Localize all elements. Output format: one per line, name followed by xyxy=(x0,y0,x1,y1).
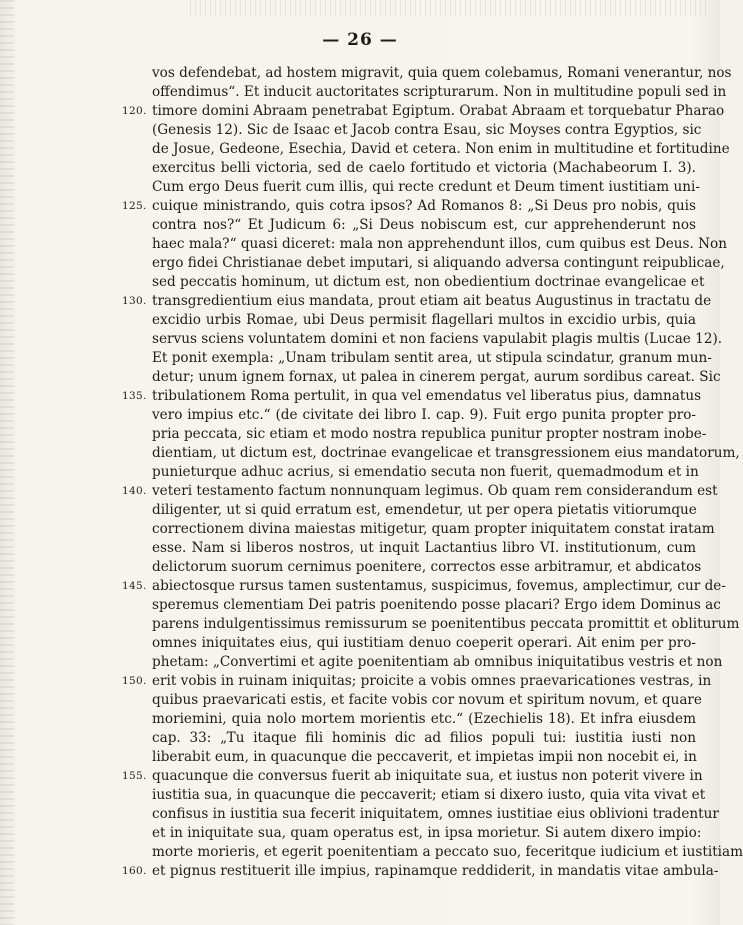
text-line xyxy=(152,805,719,824)
line-text: Et ponit exempla: „Unam tribulam sentit area, ut stipula scindatur, granum mun- xyxy=(152,350,712,366)
line-text: esse. Nam si liberos nostros, ut inquit Lactantius libro VI. institutionum, cum xyxy=(152,540,696,556)
line-text: moriemini, quia nolo mortem morientis etc.“ (Ezechielis 18). Et infra eiusdem xyxy=(152,711,696,727)
text-line xyxy=(152,463,699,482)
text-line xyxy=(152,330,723,349)
line-text: de Josue, Gedeone, Esechia, David et cetera. Non enim in multitudine et fortitudine xyxy=(152,141,730,157)
text-line xyxy=(152,159,696,178)
text-line xyxy=(152,235,727,254)
text-line xyxy=(152,653,723,672)
text-line xyxy=(152,444,740,463)
line-number: 140. xyxy=(122,485,147,497)
line-text: liberabit eum, in quacunque die peccaverit, et impietas impii non nocebit ei, in xyxy=(152,749,697,765)
line-text: morte morieris, et egerit poenitentiam a peccato suo, feceritque iudicium et iustitiam xyxy=(152,844,743,860)
line-text: ergo fidei Christianae debet imputari, si aliquando adversa contingunt reipublicae, xyxy=(152,255,725,271)
line-text: parens indulgentissimus remissurum se poenitentibus peccata promittit et obliturum xyxy=(152,616,740,632)
text-line xyxy=(152,558,702,577)
text-line xyxy=(122,197,696,216)
line-text: et pignus restituerit ille impius, rapinamque reddiderit, in mandatis vitae ambula- xyxy=(152,863,719,879)
text-line xyxy=(122,482,718,501)
text-line xyxy=(122,672,712,691)
line-text: pria peccata, sic etiam et modo nostra republica punitur propter nostram inobe- xyxy=(152,426,707,442)
text-line xyxy=(152,596,721,615)
text-line xyxy=(152,406,696,425)
line-text: haec mala?“ quasi diceret: mala non apprehendunt illos, cum quibus est Deus. Non xyxy=(152,236,727,252)
line-text: vos defendebat, ad hostem migravit, quia quem colebamus, Romani venerantur, nos xyxy=(152,65,732,81)
text-line xyxy=(152,349,712,368)
scan-edge-left xyxy=(0,0,14,925)
line-text: contra nos?“ Et Judicum 6: „Si Deus nobiscum est, cur apprehenderunt nos xyxy=(152,217,696,233)
page-number: — 26 — xyxy=(322,30,398,50)
text-line xyxy=(122,767,703,786)
line-number: 150. xyxy=(122,675,147,687)
line-text: quacunque die conversus fuerit ab iniquitate sua, et iustus non poterit vivere in xyxy=(152,768,703,784)
text-line xyxy=(122,292,712,311)
text-line xyxy=(152,843,743,862)
text-line xyxy=(152,368,721,387)
line-text: iustitia sua, in quacunque die peccaverit; etiam si dixero iusto, quia vita vivat et xyxy=(152,787,706,803)
line-text: et in iniquitate sua, quam operatus est, in ipsa morietur. Si autem dixero impio: xyxy=(152,825,702,841)
text-line xyxy=(152,216,696,235)
line-text: excidio urbis Romae, ubi Deus permisit flagellari multos in excidio urbis, quia xyxy=(152,312,696,328)
line-text: omnes iniquitates eius, qui iustitiam denuo coeperit operari. Ait enim per pro- xyxy=(152,635,696,651)
line-text: offendimus“. Et inducit auctoritates scripturarum. Non in multitudine populi sed in xyxy=(152,84,727,100)
text-line xyxy=(122,102,725,121)
text-line xyxy=(152,254,725,273)
text-line xyxy=(152,311,696,330)
text-line xyxy=(152,273,705,292)
line-text: quibus praevaricati estis, et facite vobis cor novum et spiritum novum, et quare xyxy=(152,692,702,708)
line-text: tribulationem Roma pertulit, in qua vel emendatus vel liberatus pius, damnatus xyxy=(152,388,702,404)
line-text: (Genesis 12). Sic de Isaac et Jacob contra Esau, sic Moyses contra Egyptios, sic xyxy=(152,122,702,138)
line-text: transgredientium eius mandata, prout etiam ait beatus Augustinus in tractatu de xyxy=(152,293,712,309)
line-text: sed peccatis hominum, ut dictum est, non obedientium doctrinae evangelicae et xyxy=(152,274,705,290)
line-number: 130. xyxy=(122,295,147,307)
text-line xyxy=(152,83,727,102)
line-text: veteri testamento factum nonnunquam legimus. Ob quam rem considerandum est xyxy=(152,483,718,499)
line-text: punieturque adhuc acrius, si emendatio secuta non fuerit, quemadmodum et in xyxy=(152,464,699,480)
line-text: cuique ministrando, quis cotra ipsos? Ad Romanos 8: „Si Deus pro nobis, quis xyxy=(152,198,696,214)
line-number: 155. xyxy=(122,770,147,782)
text-line xyxy=(152,748,696,767)
line-number: 125. xyxy=(122,200,147,212)
line-text: correctionem divina maiestas mitigetur, quam propter iniquitatem constat iratam xyxy=(152,521,715,537)
text-line xyxy=(152,729,696,748)
text-line xyxy=(122,862,719,881)
text-line xyxy=(122,577,726,596)
line-text: dientiam, ut dictum est, doctrinae evangelicae et transgressionem eius mandatorum, xyxy=(152,445,740,461)
text-line xyxy=(152,425,707,444)
line-number: 160. xyxy=(122,865,147,877)
text-line xyxy=(152,786,706,805)
line-text: confisus in iustitia sua fecerit iniquitatem, omnes iustitiae eius oblivioni tradentur xyxy=(152,806,719,822)
line-text: speremus clementiam Dei patris poenitendo posse placari? Ergo idem Dominus ac xyxy=(152,597,721,613)
text-line xyxy=(122,387,702,406)
line-number: 120. xyxy=(122,105,147,117)
line-text: cap. 33: „Tu itaque fili hominis dic ad filios populi tui: iustitia iusti non xyxy=(152,730,696,746)
scan-edge-top xyxy=(190,0,710,16)
text-line xyxy=(152,140,730,159)
text-line xyxy=(152,501,696,520)
line-number: 145. xyxy=(122,580,147,592)
body-text xyxy=(122,64,743,881)
line-text: erit vobis in ruinam iniquitas; proicite a vobis omnes praevaricationes vestras, in xyxy=(152,673,712,689)
line-text: timore domini Abraam penetrabat Egiptum. Orabat Abraam et torquebatur Pharao xyxy=(152,103,725,119)
line-text: abiectosque rursus tamen sustentamus, suspicimus, fovemus, amplectimur, cur de- xyxy=(152,578,726,594)
text-line xyxy=(152,520,715,539)
text-line xyxy=(152,824,702,843)
line-text: delictorum suorum cernimus poenitere, correctos esse arbitramur, et abdicatos xyxy=(152,559,702,575)
text-line xyxy=(152,178,700,197)
line-number: 135. xyxy=(122,390,147,402)
line-text: exercitus belli victoria, sed de caelo fortitudo et victoria (Machabeorum I. 3). xyxy=(152,160,696,176)
text-line xyxy=(152,64,732,83)
line-text: Cum ergo Deus fuerit cum illis, qui recte credunt et Deum timent iustitiam uni- xyxy=(152,179,700,195)
text-line xyxy=(152,634,696,653)
line-text: diligenter, ut si quid erratum est, emendetur, ut per opera pietatis vitiorumque xyxy=(152,502,697,518)
line-text: detur; unum ignem fornax, ut palea in cinerem pergat, aurum sordibus careat. Sic xyxy=(152,369,721,385)
text-line xyxy=(152,691,702,710)
text-line xyxy=(152,121,702,140)
text-line xyxy=(152,710,696,729)
line-text: servus sciens voluntatem domini et non faciens vapulabit plagis multis (Lucae 12). xyxy=(152,331,723,347)
text-line xyxy=(152,615,740,634)
text-line xyxy=(152,539,696,558)
line-text: vero impius etc.“ (de civitate dei libro I. cap. 9). Fuit ergo punita propter pro- xyxy=(152,407,696,423)
line-text: phetam: „Convertimi et agite poenitentiam ab omnibus iniquitatibus vestris et non xyxy=(152,654,723,670)
